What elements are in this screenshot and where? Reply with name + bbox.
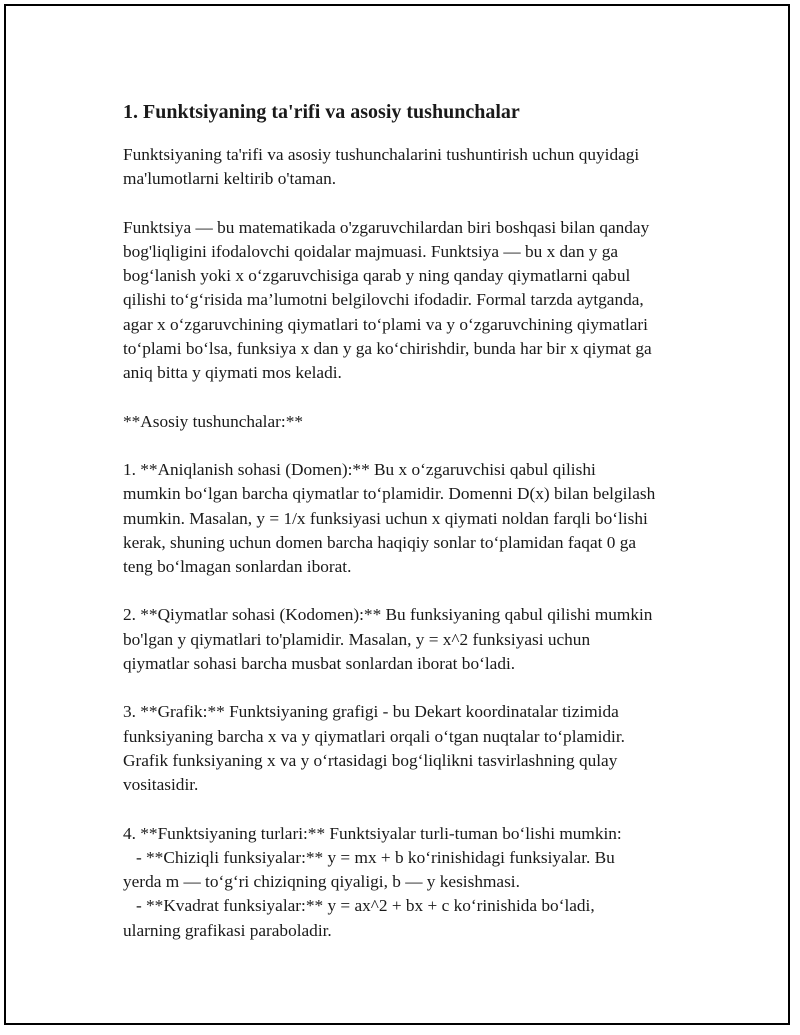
graph-paragraph: 3. **Grafik:** Funktsiyaning grafigi - bu Dekart koordinatalar tizimida funksiyaning barcha x va y qiymatlari orqali o‘tgan nuqtalar to‘plamidir. Grafik funksiyaning x va y o‘rtasidagi bog‘liqlikni tasvirlashning qulay vositasidir. [123, 702, 625, 795]
document-body [123, 98, 703, 967]
page-frame [4, 4, 790, 1025]
codomain-paragraph: 2. **Qiymatlar sohasi (Kodomen):** Bu funksiyaning qabul qilishi mumkin bo'lgan y qiymatlari to'plamidir. Masalan, y = x^2 funksiyasi uchun qiymatlar sohasi barcha musbat sonlardan iborat bo‘ladi. [123, 605, 653, 674]
key-concepts-heading: **Asosiy tushunchalar:** [123, 411, 303, 431]
section-heading: 1. Funktsiyaning ta'rifi va asosiy tushunchalar [123, 101, 520, 123]
intro-paragraph: Funktsiyaning ta'rifi va asosiy tushunchalarini tushuntirish uchun quyidagi ma'lumotlarni keltirib o'taman. [123, 145, 640, 189]
function-types-paragraph: 4. **Funktsiyaning turlari:** Funktsiyalar turli-tuman bo‘lishi mumkin: - **Chiziqli funksiyalar:** y = mx + b ko‘rinishidagi funksiyalar. Bu yerda m — to‘g‘ri chiziqning qiyaligi, b — y kesishmasi. - **Kvadrat funksiyalar:** y = ax^2 + bx + c ko‘rinishida bo‘ladi, ularning grafikasi paraboladir. [123, 823, 622, 940]
definition-paragraph: Funktsiya — bu matematikada o'zgaruvchilardan biri boshqasi bilan qanday bog'liqligini ifodalovchi qoidalar majmuasi. Funktsiya — bu x dan y ga bog‘lanish yoki x o‘zgaruvchisiga qarab y ning qanday qiymatlarni qabul qilishi to‘g‘risida ma’lumotni belgilovchi ifodadir. Formal tarzda aytganda, agar x o‘zgaruvchining qiymatlari to‘plami va y o‘zgaruvchining qiymatlari to‘plami bo‘lsa, funksiya x dan y ga ko‘chirishdir, bunda har bir x qiymat ga aniq bitta y qiymati mos keladi. [123, 217, 652, 383]
domain-paragraph: 1. **Aniqlanish sohasi (Domen):** Bu x o‘zgaruvchisi qabul qilishi mumkin bo‘lgan barcha qiymatlar to‘plamidir. Domenni D(x) bilan belgilash mumkin. Masalan, y = 1/x funksiyasi uchun x qiymati noldan farqli bo‘lishi kerak, shuning uchun domen barcha haqiqiy sonlar to‘plamidan faqat 0 ga teng bo‘lmagan sonlardan iborat. [123, 459, 656, 577]
